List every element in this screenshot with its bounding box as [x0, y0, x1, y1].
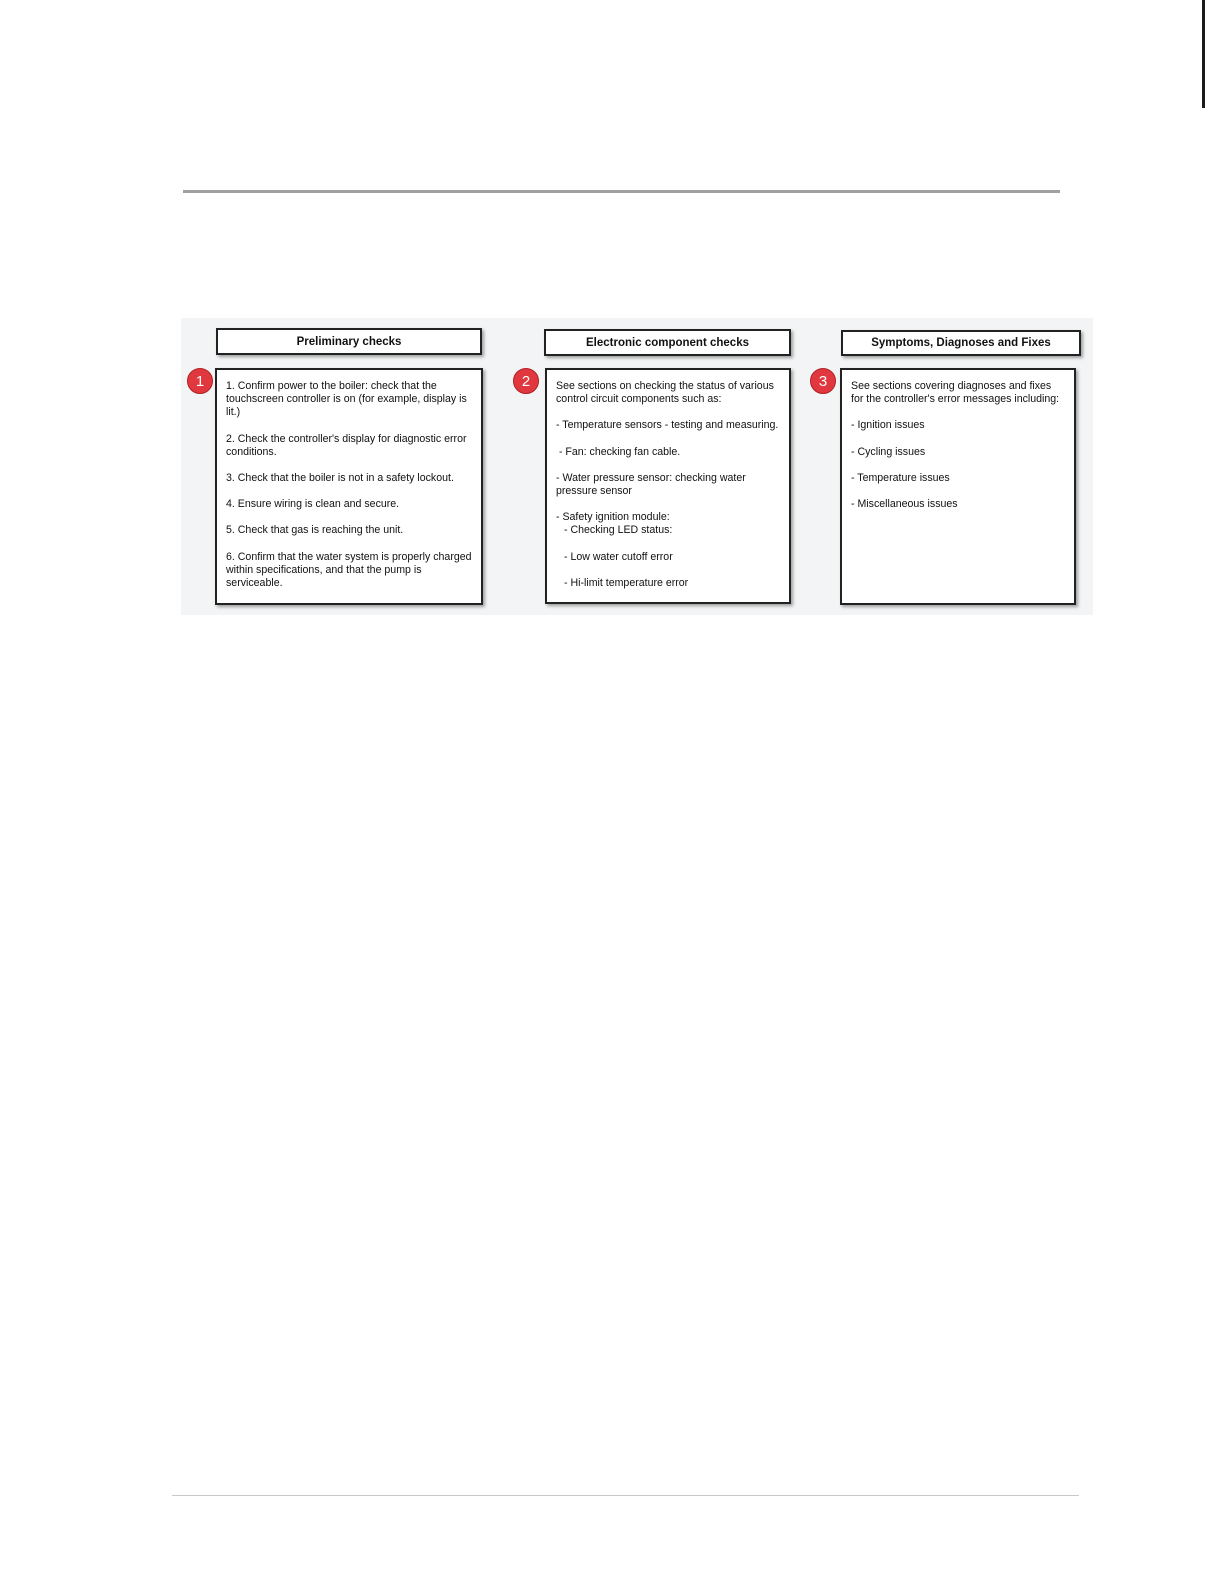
electronic-subitem-led-status: - Checking LED status: [564, 524, 673, 537]
header-electronic-component-checks: Electronic component checks [544, 329, 791, 356]
footer-divider [172, 1495, 1079, 1496]
electronic-item-fan: - Fan: checking fan cable. [556, 445, 681, 458]
preliminary-item-2: 2. Check the controller's display for diagnostic error conditions. [226, 432, 467, 458]
header-symptoms-diagnoses-fixes: Symptoms, Diagnoses and Fixes [841, 330, 1081, 356]
electronic-subitem-hi-limit: - Hi-limit temperature error [564, 576, 689, 589]
electronic-subitem-low-water: - Low water cutoff error [564, 550, 673, 563]
symptoms-item-temperature: - Temperature issues [851, 471, 950, 484]
page-edge-mark [1202, 0, 1224, 108]
box-electronic-component-checks [545, 368, 791, 604]
symptoms-intro: See sections covering diagnoses and fixes for the controller's error messages including: [851, 380, 1060, 406]
preliminary-item-1: 1. Confirm power to the boiler: check that the touchscreen controller is on (for example, display is lit.) [226, 380, 467, 419]
top-divider [183, 190, 1060, 193]
preliminary-item-6: 6. Confirm that the water system is properly charged within specifications, and that the pump is serviceable. [226, 550, 472, 590]
electronic-intro: See sections on checking the status of various control circuit components such as: [556, 380, 774, 406]
preliminary-item-3: 3. Check that the boiler is not in a safety lockout. [226, 472, 454, 485]
box-symptoms-diagnoses-fixes [840, 368, 1076, 605]
symptoms-item-cycling: - Cycling issues [851, 445, 926, 458]
step-badge-3: 3 [810, 368, 836, 394]
symptoms-item-ignition: - Ignition issues [851, 419, 925, 432]
header-preliminary-checks: Preliminary checks [216, 328, 482, 355]
symptoms-item-miscellaneous: - Miscellaneous issues [851, 498, 958, 511]
electronic-item-water-pressure: - Water pressure sensor: checking water pressure sensor [556, 471, 746, 498]
step-badge-1: 1 [187, 368, 213, 394]
electronic-item-safety-ignition: - Safety ignition module: [556, 511, 670, 524]
box-preliminary-checks [215, 368, 483, 605]
preliminary-item-4: 4. Ensure wiring is clean and secure. [226, 498, 400, 511]
preliminary-item-5: 5. Check that gas is reaching the unit. [226, 524, 404, 537]
electronic-item-temperature-sensors: - Temperature sensors - testing and measuring. [556, 419, 779, 432]
step-badge-2: 2 [513, 368, 539, 394]
